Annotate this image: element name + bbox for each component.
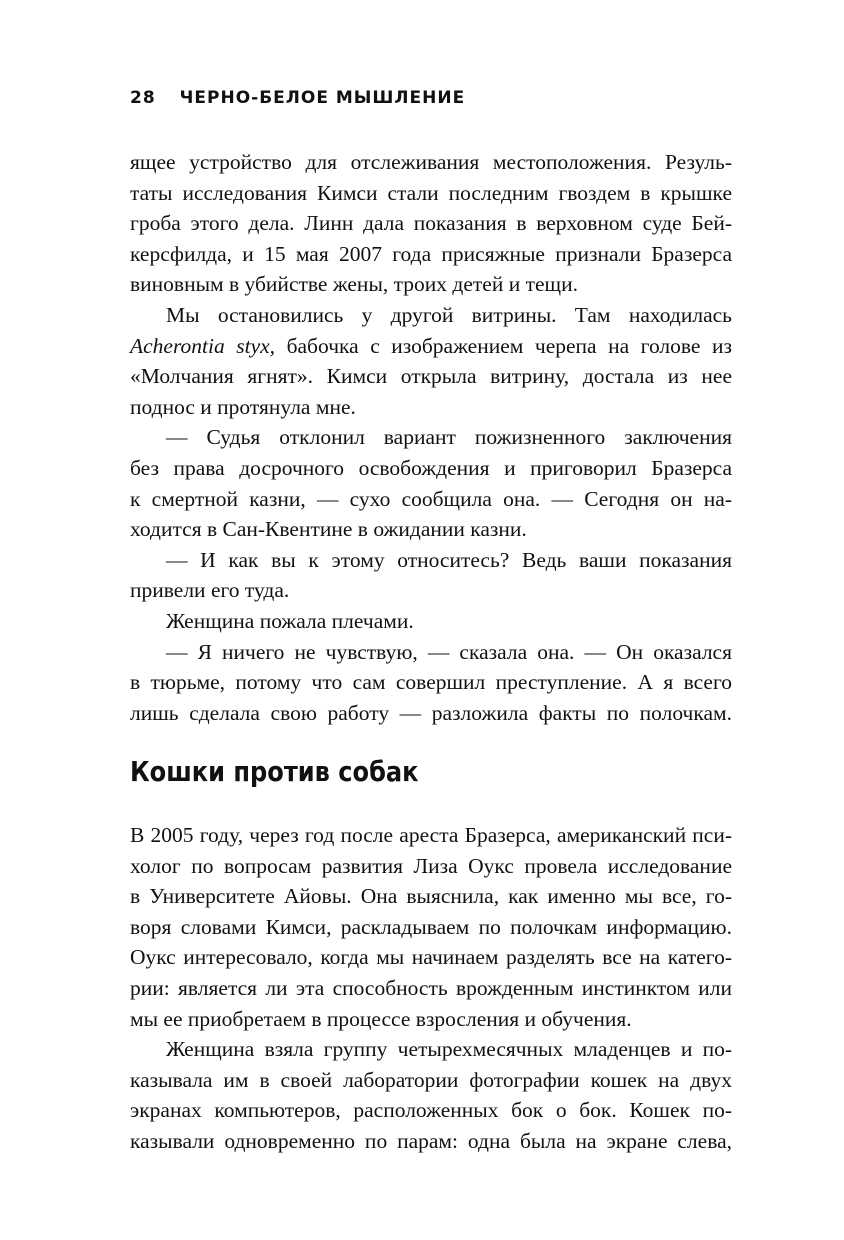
text-line: в тюрьме, потому что сам совершил преступление. А я всего (130, 670, 732, 695)
text-line: казывали одновременно по парам: одна была на экране слева, (130, 1128, 732, 1153)
text-line: — И как вы к этому относитесь? Ведь ваши показания (166, 547, 732, 572)
text-line: Женщина пожала плечами. (166, 608, 414, 633)
text-line: лишь сделала свою работу — разложила факты по полочкам. (130, 700, 732, 725)
text-line: мы ее приобретаем в процессе взросления и обучения. (130, 1006, 632, 1031)
text-span: бабочка с изображением черепа на голове из (275, 333, 732, 358)
text-line: ящее устройство для отслеживания местоположения. Резуль- (130, 150, 732, 174)
text-line: Женщина взяла группу четырехмесячных младенцев и по- (166, 1037, 732, 1062)
text-line: В 2005 году, через год после ареста Бразерса, американский пси- (130, 823, 732, 847)
running-title: ЧЕРНО-БЕЛОЕ МЫШЛЕНИЕ (179, 88, 466, 108)
section-heading: Кошки против собак (130, 755, 419, 788)
text-line: к смертной казни, — сухо сообщила она. — Сегодня он на- (130, 486, 732, 511)
text-line: Мы остановились у другой витрины. Там находилась (166, 302, 732, 327)
text-line: ходится в Сан-Квентине в ожидании казни. (130, 517, 527, 542)
text-line: казывала им в своей лаборатории фотографии кошек на двух (130, 1067, 732, 1092)
text-line: — Я ничего не чувствую, — сказала она. — Он оказался (166, 639, 732, 664)
text-line: экранах компьютеров, расположенных бок о бок. Кошек по- (130, 1098, 732, 1123)
text-line: — Судья отклонил вариант пожизненного заключения (166, 425, 732, 450)
text-line: виновным в убийстве жены, троих детей и тещи. (130, 272, 578, 297)
text-block-bottom (130, 820, 732, 1157)
text-line: привели его туда. (130, 578, 290, 603)
text-block-top (130, 147, 732, 728)
text-line: воря словами Кимси, раскладываем по полочкам информацию. (130, 914, 732, 939)
species-name: Acherontia styx, (130, 333, 276, 358)
text-line: без права досрочного освобождения и приговорил Бразерса (130, 455, 732, 480)
running-header (130, 88, 465, 108)
page-number: 28 (130, 88, 156, 108)
text-line: «Молчания ягнят». Кимси открыла витрину, достала из нее (130, 364, 732, 389)
text-line: рии: является ли эта способность врожденным инстинктом или (130, 975, 732, 1000)
text-line: поднос и протянула мне. (130, 394, 356, 419)
text-line (130, 331, 732, 362)
text-line: таты исследования Кимси стали последним гвоздем в крышке (130, 180, 732, 205)
text-line: в Университете Айовы. Она выяснила, как именно мы все, го- (130, 884, 732, 909)
text-line: холог по вопросам развития Лиза Оукс провела исследование (130, 853, 732, 878)
text-line: гроба этого дела. Линн дала показания в верховном суде Бей- (130, 211, 732, 236)
text-line: Оукс интересовало, когда мы начинаем разделять все на катего- (130, 945, 732, 970)
text-line: керсфилда, и 15 мая 2007 года присяжные признали Бразерса (130, 241, 732, 266)
